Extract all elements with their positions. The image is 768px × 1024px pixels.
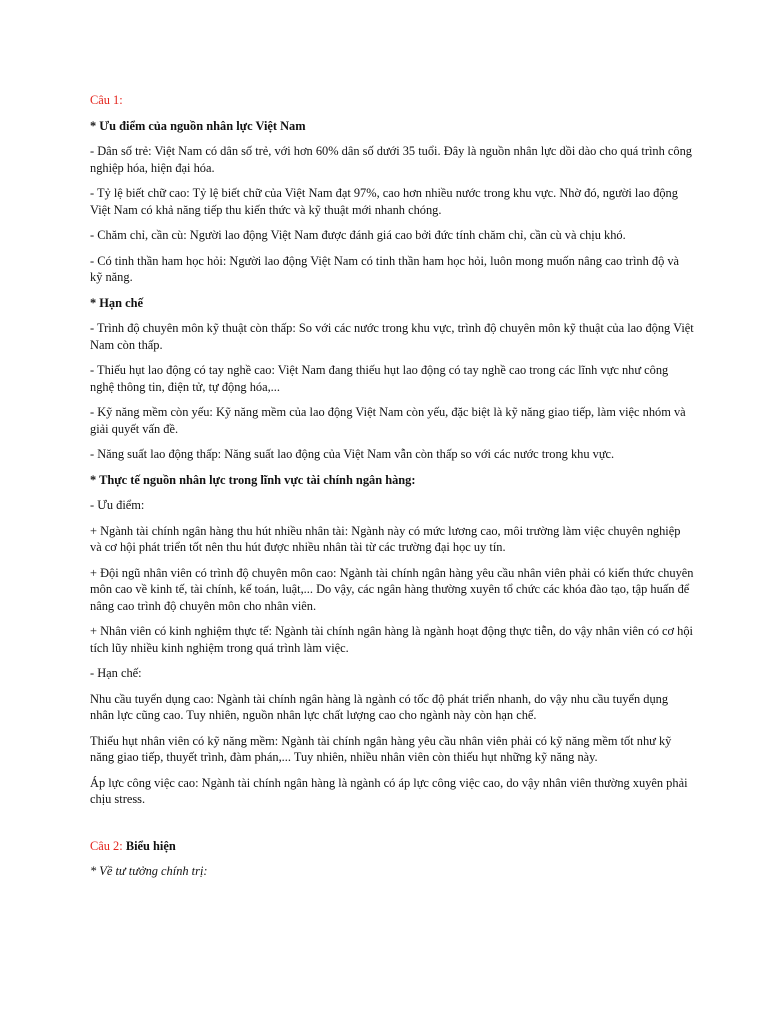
advantages-heading: * Ưu điểm của nguồn nhân lực Việt Nam	[90, 118, 306, 133]
finance-limitation-item: Nhu cầu tuyển dụng cao: Ngành tài chính ngân hàng là ngành có tốc độ phát triển nhanh, do vậy nhu cầu tuyển dụng nhân lực cũng cao. Tuy nhiên, nguồn nhân lực chất lượng cao cho ngành này còn hạn chế.	[90, 691, 669, 722]
advantage-item: - Dân số trẻ: Việt Nam có dân số trẻ, với hơn 60% dân số dưới 35 tuổi. Đây là nguồn nhân lực dồi dào cho quá trình công nghiệp hóa, hiện đại hóa.	[90, 144, 692, 175]
limitations-heading: * Hạn chế	[90, 295, 144, 310]
finance-limitation-item: Áp lực công việc cao: Ngành tài chính ngân hàng là ngành có áp lực công việc cao, do vậy nhân viên thường xuyên phải chịu stress.	[90, 775, 688, 806]
limitation-item: - Trình độ chuyên môn kỹ thuật còn thấp: So với các nước trong khu vực, trình độ chuyên môn kỹ thuật của lao động Việt Nam còn thấp.	[90, 321, 694, 352]
question-1-label: Câu 1:	[90, 93, 123, 107]
finance-advantage-item: + Ngành tài chính ngân hàng thu hút nhiều nhân tài: Ngành này có mức lương cao, môi trường làm việc chuyên nghiệp và cơ hội phát triển tốt nên thu hút được nhiều nhân tài từ các trường đại học uy tín.	[90, 523, 681, 554]
advantage-item: - Chăm chỉ, cần cù: Người lao động Việt Nam được đánh giá cao bởi đức tính chăm chỉ, cần cù và chịu khó.	[90, 228, 626, 242]
finance-advantage-item: + Đội ngũ nhân viên có trình độ chuyên môn cao: Ngành tài chính ngân hàng yêu cầu nhân viên phải có kiến thức chuyên môn cao về kinh tế, tài chính, kế toán, luật,... Do vậy, các ngân hàng thường xuyên tổ chức các khóa đào tạo, tập huấn để nâng cao trình độ chuyên môn cho nhân viên.	[90, 565, 694, 613]
advantage-item: - Tỷ lệ biết chữ cao: Tỷ lệ biết chữ của Việt Nam đạt 97%, cao hơn nhiều nước trong khu vực. Nhờ đó, người lao động Việt Nam có khả năng tiếp thu kiến thức và kỹ thuật mới nhanh chóng.	[90, 186, 678, 217]
advantage-item: - Có tinh thần ham học hỏi: Người lao động Việt Nam có tinh thần ham học hỏi, luôn mong muốn nâng cao trình độ và kỹ năng.	[90, 253, 680, 284]
limitation-item: - Năng suất lao động thấp: Năng suất lao động của Việt Nam vẫn còn thấp so với các nước trong khu vực.	[90, 447, 615, 461]
political-ideology-heading: * Về tư tưởng chính trị:	[90, 864, 208, 878]
finance-advantage-item: + Nhân viên có kinh nghiệm thực tế: Ngành tài chính ngân hàng là ngành hoạt động thực tiễn, do vậy nhân viên có cơ hội tích lũy nhiều kinh nghiệm trong quá trình làm việc.	[90, 624, 693, 655]
question-2-title: Biểu hiện	[125, 838, 176, 853]
finance-limitation-item: Thiếu hụt nhân viên có kỹ năng mềm: Ngành tài chính ngân hàng yêu cầu nhân viên phải có kỹ năng mềm tốt như kỹ năng giao tiếp, thuyết trình, đàm phán,... Tuy nhiên, nhiều nhân viên còn thiếu hụt những kỹ năng này.	[90, 733, 672, 764]
finance-limitations-label: - Hạn chế:	[90, 666, 142, 680]
finance-heading: * Thực tế nguồn nhân lực trong lĩnh vực tài chính ngân hàng:	[90, 472, 416, 487]
limitation-item: - Thiếu hụt lao động có tay nghề cao: Việt Nam đang thiếu hụt lao động có tay nghề cao trong các lĩnh vực như công nghệ thông tin, điện tử, tự động hóa,...	[90, 363, 669, 394]
question-2-line	[90, 838, 694, 855]
finance-advantages-label: - Ưu điểm:	[90, 498, 145, 512]
limitation-item: - Kỹ năng mềm còn yếu: Kỹ năng mềm của lao động Việt Nam còn yếu, đặc biệt là kỹ năng giao tiếp, làm việc nhóm và giải quyết vấn đề.	[90, 405, 686, 436]
question-2-label: Câu 2:	[90, 838, 123, 853]
